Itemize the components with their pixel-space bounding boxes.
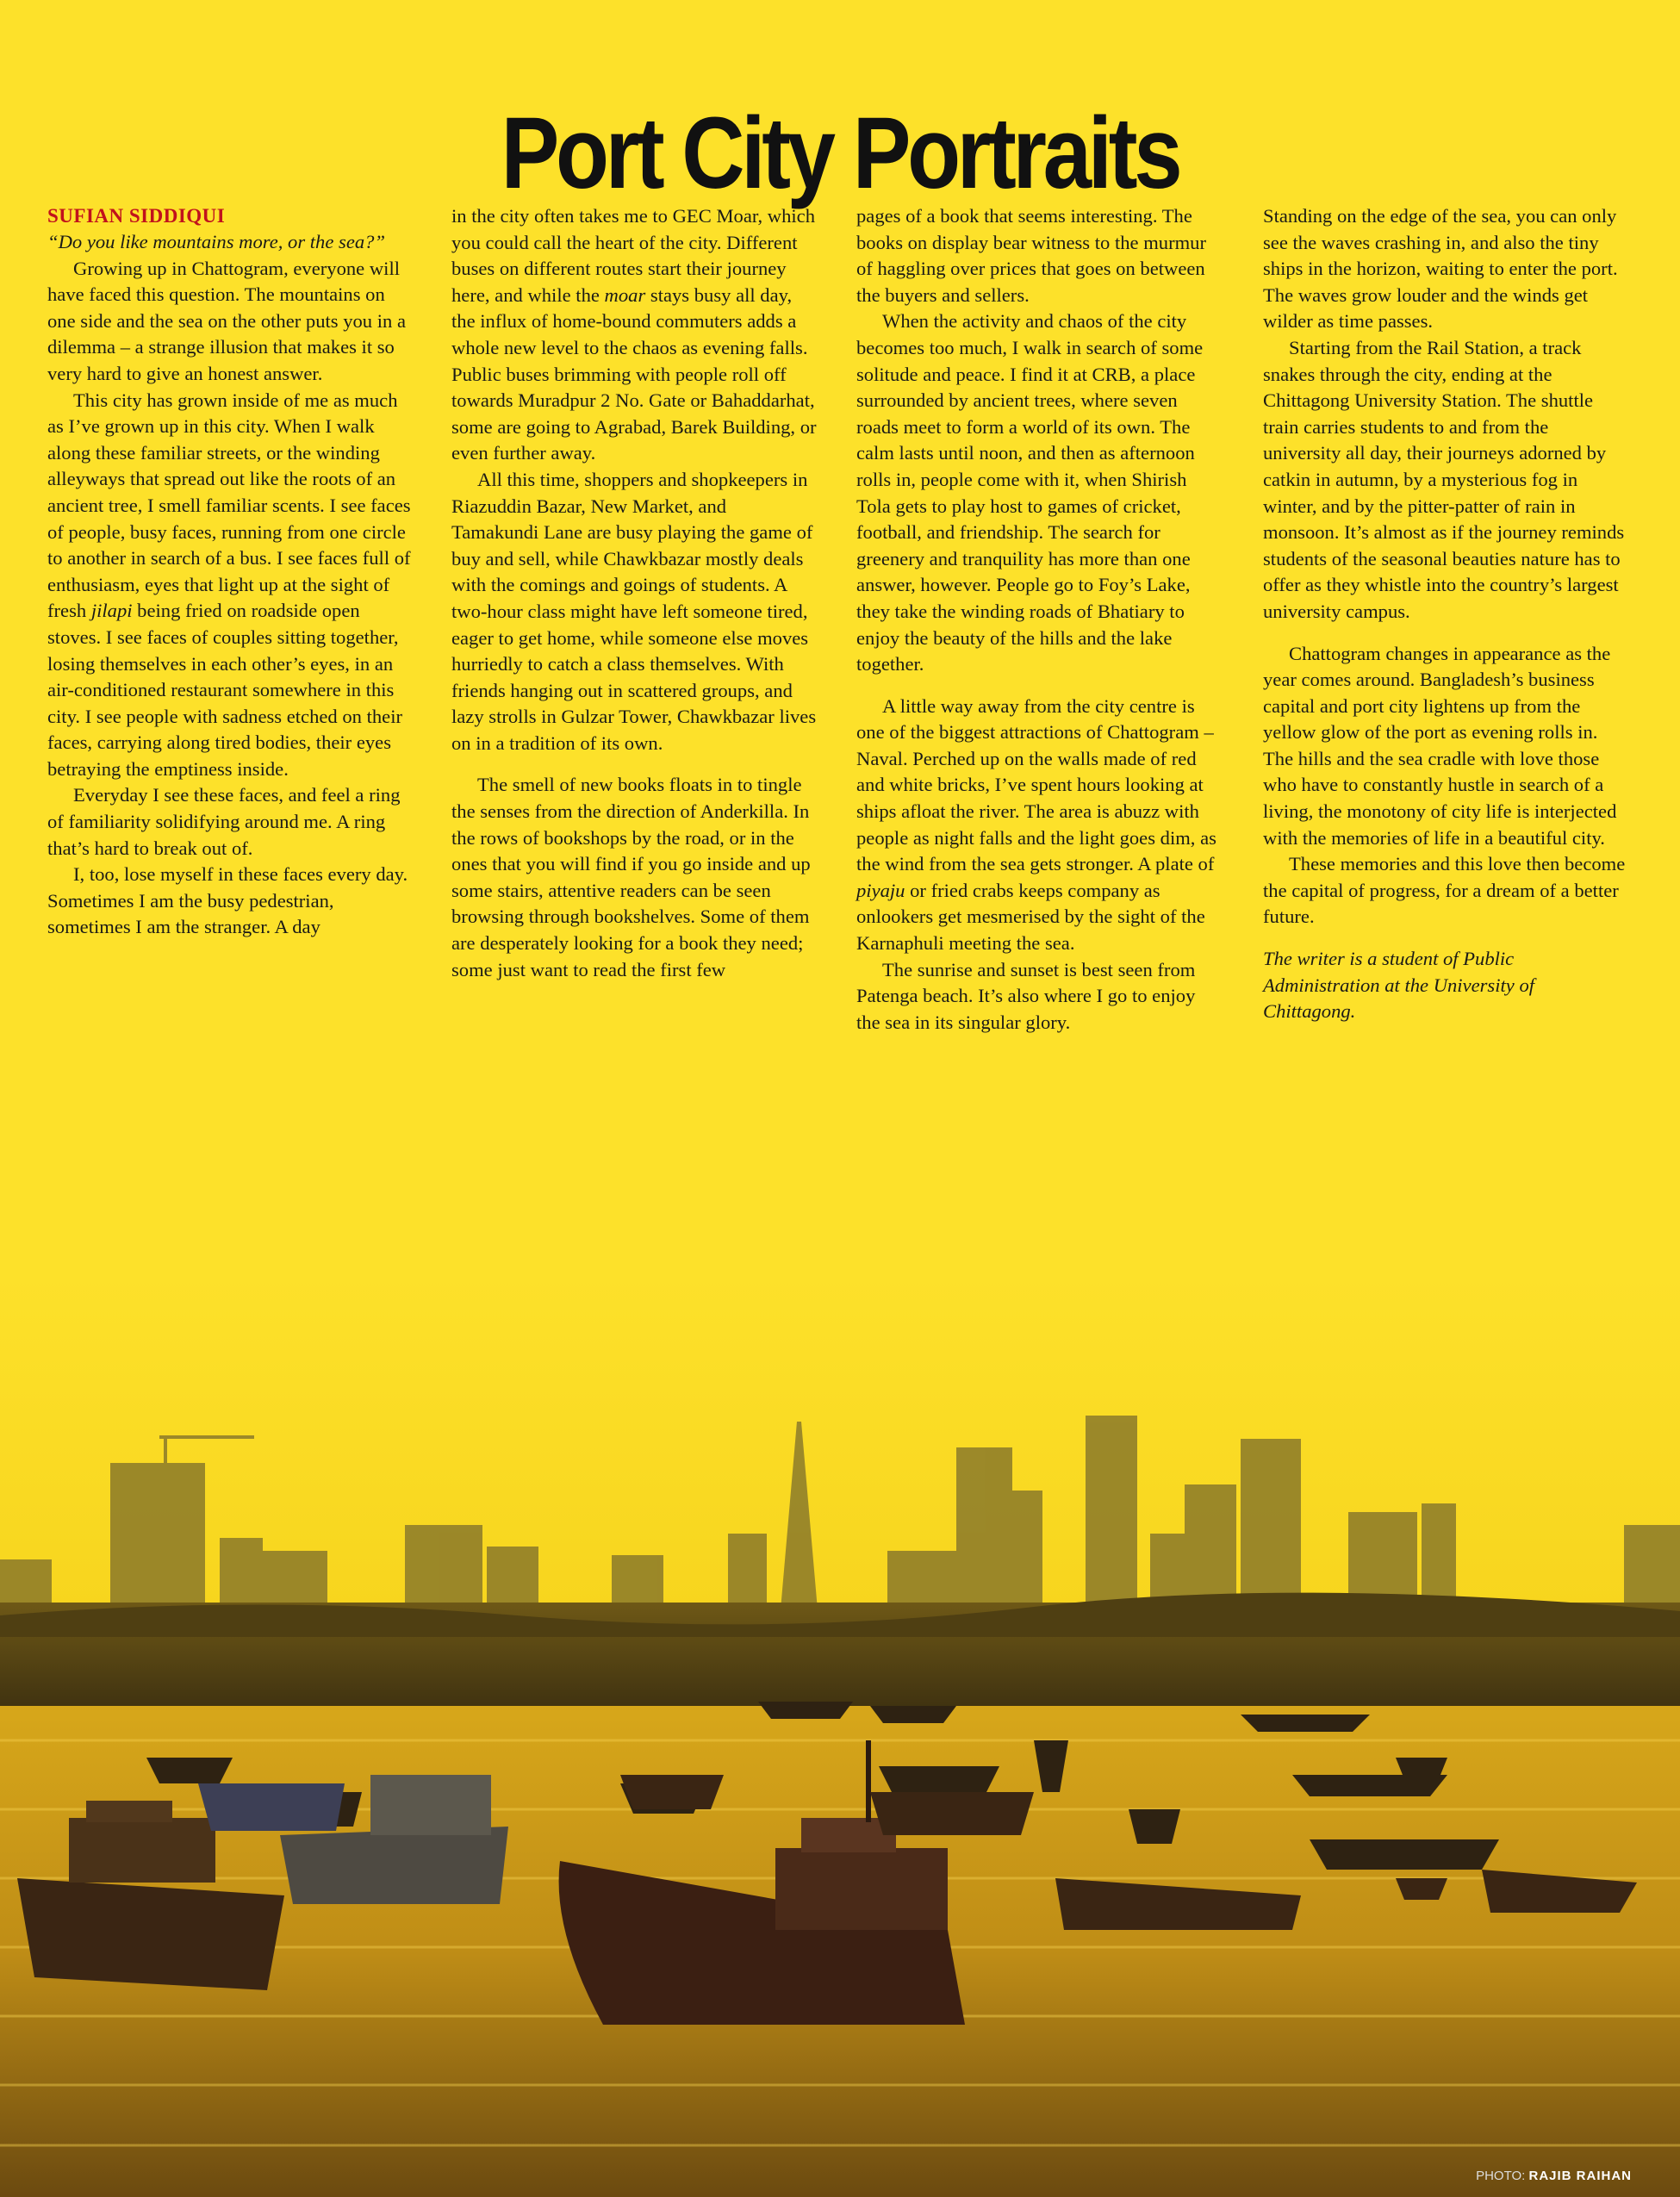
paragraph: All this time, shoppers and shopkeepers in Riazuddin Bazar, New Market, and Tamakundi Lane are busy playing the game of buy and sell, while Chawkbazar mostly deals with the comings and goings of students. A two-hour class might have left someone tired, eager to get home, while someone else moves hurriedly to catch a class themselves. With friends hanging out in scattered groups, and lazy strolls in Gulzar Tower, Chawkbazar lives on in a tradition of its own. — [451, 468, 817, 754]
paragraph: When the activity and chaos of the city becomes too much, I walk in search of some solitude and peace. I find it at CRB, a place surrounded by ancient trees, where seven roads meet to form a world of its own. The calm lasts until noon, and then as afternoon rolls in, people come with it, when Shirish Tola gets to play host to games of cricket, football, and friendship. The search for greenery and tranquility has more than one answer, however. People go to Foy’s Lake, they take the winding roads of Bhatiary to enjoy the beauty of the hills and the lake together. — [856, 310, 1204, 675]
paragraph: Standing on the edge of the sea, you can only see the waves crashing in, and also the tiny ships in the horizon, waiting to enter the port. The waves grow louder and the winds get wilder as time passes. — [1263, 205, 1618, 333]
emphasis-word: piyaju — [856, 879, 905, 901]
author-byline: SUFIAN SIDDIQUI — [47, 205, 226, 227]
paragraph: Starting from the Rail Station, a track snakes through the city, ending at the Chittagong University Station. The shuttle train carries students to and from the university all day, their journeys adorned by catkin in autumn, by a mysterious fog in winter, and by the pitter-patter of rain in monsoon. It’s almost as if the journey reminds students of the seasonal beauties nature has to offer as they whistle into the country’s largest university campus. — [1263, 336, 1625, 622]
text-column-4 — [1263, 203, 1629, 1025]
text-column-2 — [451, 203, 818, 983]
paragraph: The smell of new books floats in to tingle the senses from the direction of Anderkilla. In the rows of bookshops by the road, or in the ones that you will find if you go inside and up some stairs, attentive readers can be seen browsing through bookshelves. Some of them are desperately looking for a book they need; some just want to read the first few — [451, 774, 811, 980]
text-column-1 — [47, 203, 414, 941]
paragraph: Everyday I see these faces, and feel a ring of familiarity solidifying around me. A ring that’s hard to break out of. — [47, 784, 401, 859]
article-title: Port City Portraits — [501, 96, 1179, 211]
author-note: The writer is a student of Public Administration at the University of Chittagong. — [1263, 948, 1535, 1023]
paragraph: The sunrise and sunset is best seen from Patenga beach. It’s also where I go to enjoy the sea in its singular glory. — [856, 958, 1196, 1033]
paragraph: A little way away from the city centre is one of the biggest attractions of Chattogram – Naval. Perched up on the walls made of red and white bricks, I’ve spent hours looking at ships afloat the river. The area is abuzz with people as night falls and the light goes dim, as the wind from the sea gets stronger. A plate of piyaju or fried crabs keeps company as onlookers get mesmerised by the sight of the Karnaphuli meeting the sea. — [856, 694, 1216, 955]
emphasis-word: moar — [604, 283, 646, 306]
paragraph: pages of a book that seems interesting. The books on display bear witness to the murmur of haggling over prices that goes on between the buyers and sellers. — [856, 205, 1207, 306]
photo-credit: PHOTO: RAJIB RAIHAN — [1476, 2169, 1632, 2183]
paragraph: Chattogram changes in appearance as the year comes around. Bangladesh’s business capital and port city lightens up from the yellow glow of the port as evening rolls in. The hills and the sea cradle with love those who have to constantly hustle in search of a living, the monotony of city life is interjected with the memories of life in a beautiful city. — [1263, 642, 1617, 849]
paragraph: This city has grown inside of me as much as I’ve grown up in this city. When I walk along these familiar streets, or the winding alleyways that spread out like the roots of an ancient tree, I smell familiar scents. I see faces of people, busy faces, running from one circle to another in search of a bus. I see faces full of enthusiasm, eyes that light up at the sight of fresh jilapi being fried on roadside open stoves. I see faces of couples sitting together, losing themselves in each other’s eyes, in an air-conditioned restaurant somewhere in this city. I see people with sadness etched on their faces, carrying along tired bodies, their eyes betraying the emptiness inside. — [47, 389, 411, 780]
paragraph: Growing up in Chattogram, everyone will have faced this question. The mountains on one side and the sea on the other puts you in a dilemma – a strange illusion that makes it so very hard to give an honest answer. — [47, 257, 406, 384]
emphasis-word: jilapi — [90, 600, 133, 622]
text-column-3 — [856, 203, 1223, 1036]
pull-quote: “Do you like mountains more, or the sea?” — [47, 231, 386, 252]
paragraph: in the city often takes me to GEC Moar, which you could call the heart of the city. Different buses on different routes start their journey here, and while the moar stays busy all day, the influx of home-bound commuters adds a whole new level to the chaos as evening falls. Public buses brimming with people roll off towards Muradpur 2 No. Gate or Bahaddarhat, some are going to Agrabad, Barek Building, or even further away. — [451, 205, 817, 464]
paragraph: I, too, lose myself in these faces every day. Sometimes I am the busy pedestrian, sometimes I am the stranger. A day — [47, 863, 408, 938]
paragraph: These memories and this love then become the capital of progress, for a dream of a better future. — [1263, 853, 1626, 928]
harbour-photo — [0, 1275, 1680, 2197]
